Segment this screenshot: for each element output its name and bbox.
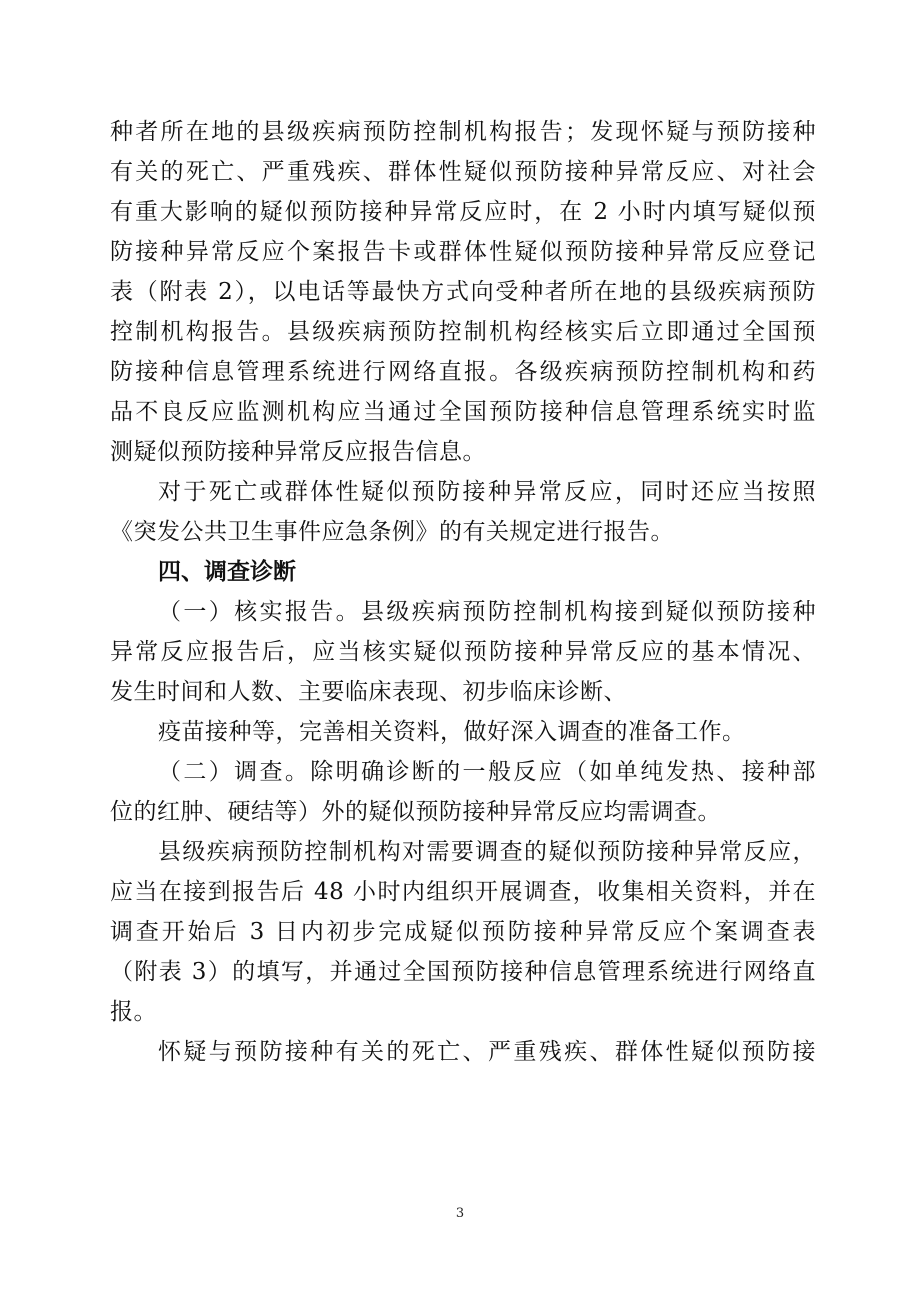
paragraph-first-line: （一）核实报告。县级疾病预防控制机构接到疑似预防接种 [158, 599, 816, 625]
page-number: 3 [455, 1206, 465, 1221]
body-text-line: 品不良反应监测机构应当通过全国预防接种信息管理系统实时监 [110, 399, 816, 425]
body-text-line: （附表 3）的填写，并通过全国预防接种信息管理系统进行网络直 [110, 959, 816, 985]
body-text-line: 位的红肿、硬结等）外的疑似预防接种异常反应均需调查。 [110, 799, 721, 825]
body-text-line: 报。 [110, 999, 157, 1025]
section-heading: 四、调查诊断 [158, 559, 296, 585]
body-text-line: 有关的死亡、严重残疾、群体性疑似预防接种异常反应、对社会 [110, 159, 816, 185]
body-text-line: 防接种异常反应个案报告卡或群体性疑似预防接种异常反应登记 [110, 239, 816, 265]
body-text-line: 防接种信息管理系统进行网络直报。各级疾病预防控制机构和药 [110, 359, 816, 385]
paragraph-first-line: 疫苗接种等，完善相关资料，做好深入调查的准备工作。 [158, 719, 746, 745]
body-text-line: 应当在接到报告后 48 小时内组织开展调查，收集相关资料，并在 [110, 879, 816, 905]
body-text-line: 种者所在地的县级疾病预防控制机构报告；发现怀疑与预防接种 [110, 119, 816, 145]
body-text-line: 发生时间和人数、主要临床表现、初步临床诊断、 [110, 679, 627, 705]
body-text-line: 调查开始后 3 日内初步完成疑似预防接种异常反应个案调查表 [110, 919, 816, 945]
paragraph-first-line: （二）调查。除明确诊断的一般反应（如单纯发热、接种部 [158, 759, 816, 785]
paragraph-first-line: 县级疾病预防控制机构对需要调查的疑似预防接种异常反应， [158, 839, 816, 865]
body-text-line: 表（附表 2），以电话等最快方式向受种者所在地的县级疾病预防 [110, 279, 816, 305]
paragraph-first-line: 对于死亡或群体性疑似预防接种异常反应，同时还应当按照 [158, 479, 816, 505]
body-text-line: 控制机构报告。县级疾病预防控制机构经核实后立即通过全国预 [110, 319, 816, 345]
body-text-line: 《突发公共卫生事件应急条例》的有关规定进行报告。 [110, 519, 674, 545]
body-text-line: 测疑似预防接种异常反应报告信息。 [110, 439, 486, 465]
paragraph-first-line: 怀疑与预防接种有关的死亡、严重残疾、群体性疑似预防接 [158, 1039, 816, 1065]
body-text-line: 异常反应报告后，应当核实疑似预防接种异常反应的基本情况、 [110, 639, 816, 665]
body-text-line: 有重大影响的疑似预防接种异常反应时，在 2 小时内填写疑似预 [110, 199, 816, 225]
